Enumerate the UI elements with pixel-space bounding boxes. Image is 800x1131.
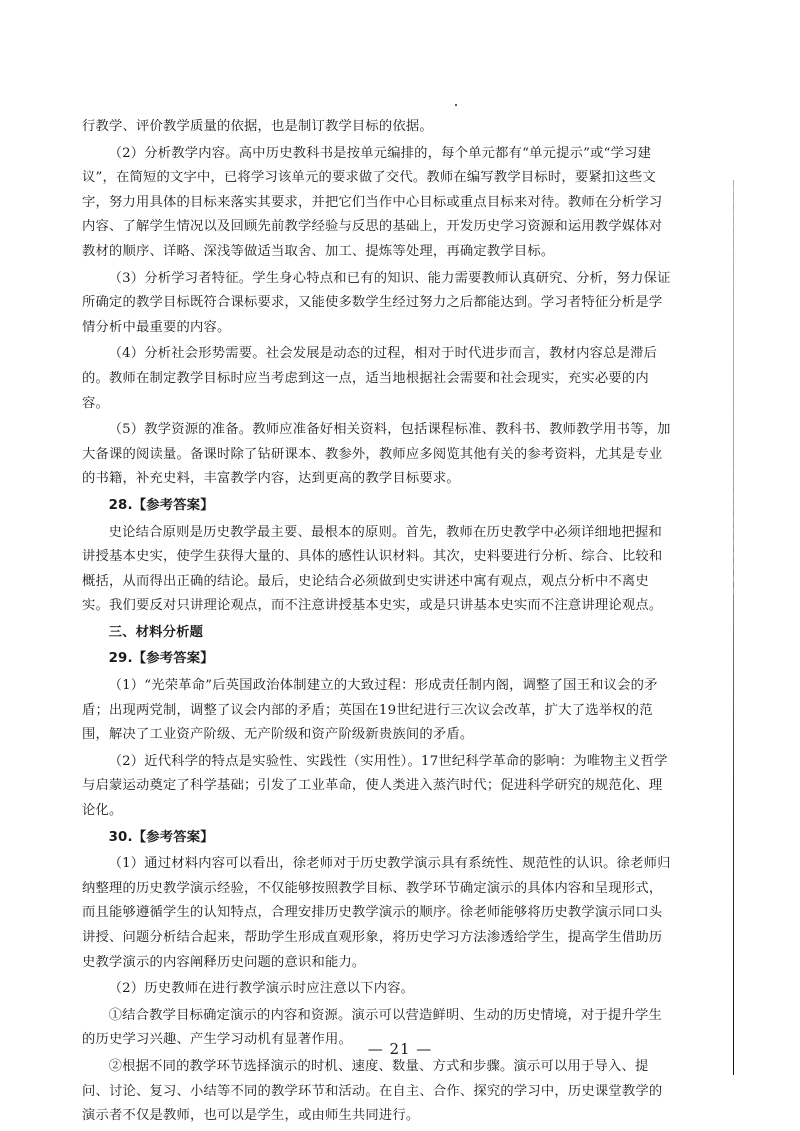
paragraph-answer-28: 史论结合原则是历史教学最主要、最根本的原则。首先，教师在历史教学中必须详细地把握和讲授基本史实，使学生获得大量的、具体的感性认识材料。其次，史料要进行分析、综合、比较和概括，从而得出正确的结论。最后，史论结合必须做到史实讲述中寓有观点，观点分析中不离史实。我们要反对只讲理论观点，而不注意讲授基本史实，或是只讲基本史实而不注意讲理论观点。 <box>82 524 663 614</box>
paragraph-answer-30-2: （2）历史教师在进行教学演示时应注意以下内容。 <box>108 981 415 997</box>
paragraph-answer-30-point-2: ②根据不同的教学环节选择演示的时机、速度、数量、方式和步骤。演示可以用于导入、提问、讨论、复习、小结等不同的教学环节和活动。在自主、合作、探究的学习中，历史课堂教学的演示者不仅是教师，也可以是学生，或由师生共同进行。 <box>82 1058 663 1124</box>
paragraph-answer-30-1: （1）通过材料内容可以看出，徐老师对于历史教学演示具有系统性、规范性的认识。徐老师归纳整理的历史教学演示经验，不仅能够按照教学目标、教学环节确定演示的具体内容和呈现形式，而且能够遵循学生的认知特点，合理安排历史教学演示的顺序。徐老师能够将历史教学演示同口头讲授、问题分析结合起来，帮助学生形成直观形象，将历史学习方法渗透给学生，提高学生借助历史教学演示的内容阐释历史问题的意识和能力。 <box>82 856 671 970</box>
paragraph-intro: 行教学、评价教学质量的依据，也是制订教学目标的依据。 <box>82 119 433 134</box>
page-body <box>82 115 674 1131</box>
paragraph-answer-29-2: （2）近代科学的特点是实验性、实践性（实用性）。17世纪科学革命的影响：为唯物主义哲学与启蒙运动奠定了科学基础；引发了工业革命，使人类进入蒸汽时代；促进科学研究的规范化、理论化。 <box>82 753 668 819</box>
page-number: — 21 — <box>367 1040 433 1058</box>
answer-heading-30: 30.【参考答案】 <box>108 829 214 845</box>
scan-edge-dashes <box>733 180 734 600</box>
paragraph-social-needs: （4）分析社会形势需要。社会发展是动态的过程，相对于时代进步而言，教材内容总是滞后的。教师在制定教学目标时应当考虑到这一点，适当地根据社会需要和社会现实，充实必要的内容。 <box>82 346 658 411</box>
scan-speck <box>455 104 457 106</box>
paragraph-learner-traits: （3）分析学习者特征。学生身心特点和已有的知识、能力需要教师认真研究、分析，努力保证所确定的教学目标既符合课标要求，又能使多数学生经过努力之后都能达到。学习者特征分析是学情分析中最重要的内容。 <box>82 270 671 335</box>
paragraph-analyze-content: （2）分析教学内容。高中历史教科书是按单元编排的，每个单元都有“单元提示”或“学习建议”，在简短的文字中，已将学习该单元的要求做了交代。教师在编写教学目标时，要紧扣这些文字，努力用具体的目标来落实其要求，并把它们当作中心目标或重点目标来对待。教师在分析学习内容、了解学生情况以及回顾先前教学经验与反思的基础上，开发历史学习资源和运用教学媒体对教材的顺序、详略、深浅等做适当取舍、加工、提炼等处理，再确定教学目标。 <box>82 145 663 259</box>
paragraph-answer-29-1: （1）“光荣革命”后英国政治体制建立的大致过程：形成责任制内阁，调整了国王和议会的矛盾；出现两党制，调整了议会内部的矛盾；英国在19世纪进行三次议会改革，扩大了选举权的范围，解决了工业资产阶级、无产阶级和资产阶级新贵族间的矛盾。 <box>82 678 658 743</box>
paragraph-resources: （5）教学资源的准备。教师应准备好相关资料，包括课程标准、教科书、教师教学用书等，加大备课的阅读量。备课时除了钻研课本、教参外，教师应多阅览其他有关的参考资料，尤其是专业的书籍，补充史料，丰富教学内容，达到更高的教学目标要求。 <box>82 422 671 487</box>
section-heading-material-analysis: 三、材料分析题 <box>108 624 204 640</box>
paragraph-answer-30-point-1: ①结合教学目标确定演示的内容和资源。演示可以营造鲜明、生动的历史情境，对于提升学生的历史学习兴趣、产生学习动机有显著作用。 <box>82 1007 662 1048</box>
answer-heading-28: 28.【参考答案】 <box>108 497 214 513</box>
answer-heading-29: 29.【参考答案】 <box>108 651 214 667</box>
